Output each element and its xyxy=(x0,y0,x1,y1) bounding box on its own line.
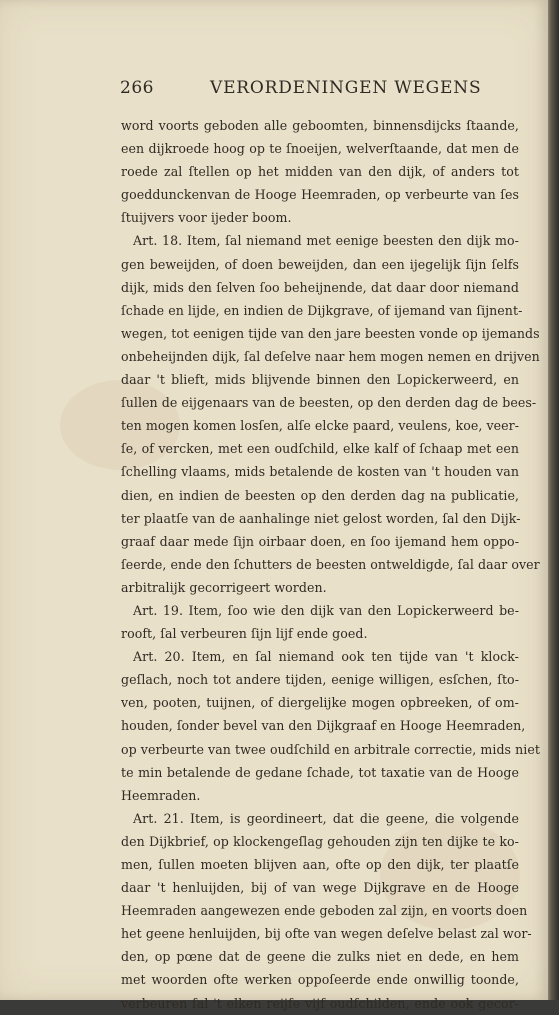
text-line: Heemraden aangewezen ende geboden zal zijn, en voorts doen xyxy=(121,903,528,919)
page-number: 266 xyxy=(120,78,154,98)
text-line: verbeuren ſal 't elken reijſe vijf oudſchilden, ende ook gecor- xyxy=(121,995,519,1011)
page-edge xyxy=(548,0,559,1000)
text-line: wegen, tot eenigen tijde van den jare beesten vonde op ijemands xyxy=(121,325,540,341)
text-line: ſchade en lijde, en indien de Dijkgrave, of ijemand van ſijnent- xyxy=(121,302,523,318)
body-text xyxy=(121,114,540,1015)
text-line: te min betalende de gedane ſchade, tot taxatie van de Hooge xyxy=(121,764,519,780)
text-line: roede zal ſtellen op het midden van den dijk, of anders tot xyxy=(121,164,519,180)
text-line: graaf daar mede ſijn oirbaar doen, en ſoo ijemand hem oppo- xyxy=(121,533,519,549)
text-line: ſchelling vlaams, mids betalende de kosten van 't houden van xyxy=(121,464,519,480)
text-line: ſullen de eijgenaars van de beesten, op den derden dag de bees- xyxy=(121,395,537,411)
text-line: daar 't henluijden, bij of van wege Dijkgrave en de Hooge xyxy=(121,880,519,896)
text-line: ter plaatſe van de aanhalinge niet gelost worden, ſal den Dijk- xyxy=(121,510,521,526)
text-line: Heemraden. xyxy=(121,787,201,803)
text-line: dien, en indien de beesten op den derden dag na publicatie, xyxy=(121,487,519,503)
text-line: Art. 18. Item, ſal niemand met eenige beesten den dijk mo- xyxy=(133,233,519,249)
text-line: arbitralijk gecorrigeert worden. xyxy=(121,579,327,595)
text-line: op verbeurte van twee oudſchild en arbitrale correctie, mids niet xyxy=(121,741,540,757)
text-line: ven, pooten, tuijnen, of diergelijke mogen opbreeken, of om- xyxy=(121,695,519,711)
text-line: ſeerde, ende den ſchutters de beesten ontweldigde, ſal daar over xyxy=(121,556,540,572)
text-line: dijk, mids den ſelven ſoo beheijnende, dat daar door niemand xyxy=(121,279,519,295)
text-line: daar 't blieft, mids blijvende binnen den Lopickerweerd, en xyxy=(121,372,519,388)
text-line: rooft, ſal verbeuren ſijn lijf ende goed. xyxy=(121,626,368,642)
text-line: den, op pœne dat de geene die zulks niet en dede, en hem xyxy=(121,949,519,965)
text-line: den Dijkbrief, op klockengeſlag gehouden zijn ten dijke te ko- xyxy=(121,833,519,849)
text-line: men, ſullen moeten blijven aan, ofte op den dijk, ter plaatſe xyxy=(121,857,519,872)
text-line: met woorden ofte werken oppoſeerde ende onwillig toonde, xyxy=(121,972,519,988)
text-line: gen beweijden, of doen beweijden, dan een ijegelijk ſijn ſelfs xyxy=(121,256,519,272)
text-line: het geene henluijden, bij ofte van wegen deſelve belast zal wor- xyxy=(121,926,532,942)
text-line: een dijkroede hoog op te ſnoeijen, welverſtaande, dat men de xyxy=(121,141,519,157)
text-line: geſlach, noch tot andere tijden, eenige willigen, esſchen, ſto- xyxy=(121,672,519,688)
text-line: word voorts geboden alle geboomten, binnensdijcks ſtaande, xyxy=(121,118,519,133)
text-line: ſtuijvers voor ijeder boom. xyxy=(121,210,292,226)
text-line: Art. 19. Item, ſoo wie den dijk van den Lopickerweerd be- xyxy=(133,602,519,618)
text-line: Art. 20. Item, en ſal niemand ook ten tijde van 't klock- xyxy=(133,649,519,665)
text-line: onbeheijnden dijk, ſal deſelve naar hem mogen nemen en drijven xyxy=(121,348,540,364)
running-title: VERORDENINGEN WEGENS xyxy=(210,78,482,98)
text-line: ten mogen komen losſen, alſe elcke paard, veulens, koe, veer- xyxy=(121,418,520,434)
text-line: houden, ſonder bevel van den Dijkgraaf en Hooge Heemraden, xyxy=(121,718,526,734)
text-line: ſe, of vercken, met een oudſchild, elke kalf of ſchaap met een xyxy=(121,441,519,457)
text-line: Art. 21. Item, is geordineert, dat die geene, die volgende xyxy=(133,810,519,826)
page-header xyxy=(120,78,482,102)
text-line: goeddunckenvan de Hooge Heemraden, op verbeurte van ſes xyxy=(121,187,519,203)
